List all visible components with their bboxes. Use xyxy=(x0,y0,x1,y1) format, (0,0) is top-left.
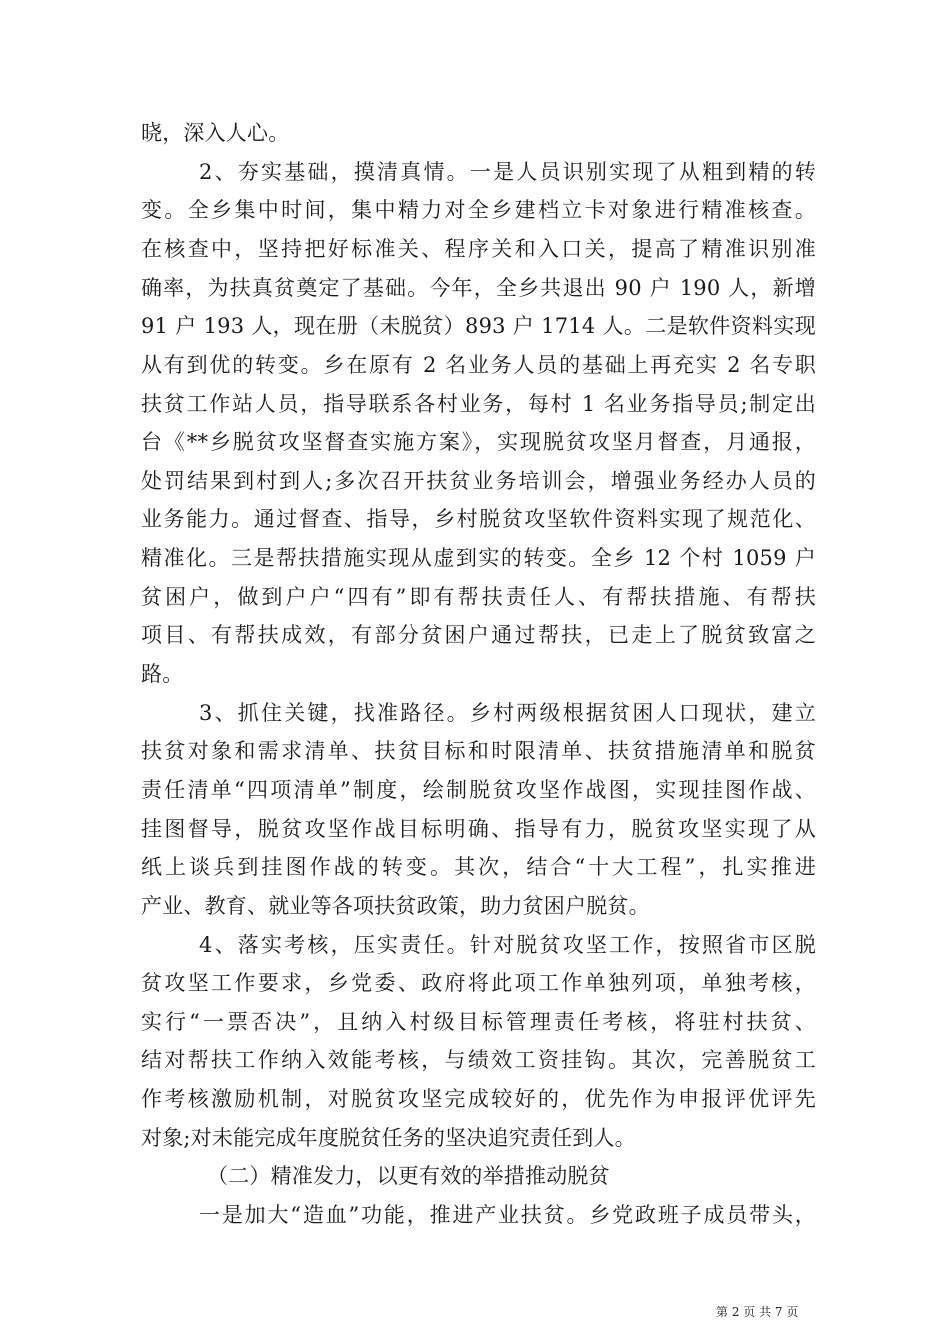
section-heading: （二）精准发力，以更有效的举措推动脱贫 xyxy=(207,1164,610,1188)
paragraph-line: 变。全乡集中时间，集中精力对全乡建档立卡对象进行精准核查。 xyxy=(141,198,816,222)
paragraph-line: 责任清单“四项清单”制度，绘制脱贫攻坚作战图，实现挂图作战、 xyxy=(141,778,816,802)
paragraph-line: 挂图督导，脱贫攻坚作战目标明确、指导有力，脱贫攻坚实现了从 xyxy=(141,817,816,841)
paragraph-line: 路。 xyxy=(141,662,184,686)
paragraph-line: 一是加大“造血”功能，推进产业扶贫。乡党政班子成员带头， xyxy=(199,1203,816,1227)
paragraph-line: 结对帮扶工作纳入效能考核，与绩效工资挂钩。其次，完善脱贫工 xyxy=(141,1048,816,1072)
paragraph-line: 实行“一票否决”，且纳入村级目标管理责任考核，将驻村扶贫、 xyxy=(141,1010,816,1034)
paragraph-line: 贫攻坚工作要求，乡党委、政府将此项工作单独列项，单独考核， xyxy=(141,971,816,995)
page-indicator: 第 2 页 共 7 页 xyxy=(716,1305,799,1319)
paragraph-line: 3、抓住关键，找准路径。乡村两级根据贫困人口现状，建立 xyxy=(199,701,816,725)
paragraph-line: 对象;对未能完成年度脱贫任务的坚决追究责任到人。 xyxy=(141,1126,636,1150)
paragraph-line: 2、夯实基础，摸清真情。一是人员识别实现了从粗到精的转 xyxy=(199,160,816,184)
paragraph-line: 贫困户，做到户户“四有”即有帮扶责任人、有帮扶措施、有帮扶 xyxy=(141,585,816,609)
paragraph-line: 确率，为扶真贫奠定了基础。今年，全乡共退出 90 户 190 人，新增 xyxy=(141,276,816,300)
paragraph-line: 在核查中，坚持把好标准关、程序关和入口关，提高了精准识别准 xyxy=(141,237,816,261)
paragraph-line: 晓，深入人心。 xyxy=(141,121,290,145)
paragraph-line: 台《**乡脱贫攻坚督查实施方案》，实现脱贫攻坚月督查，月通报， xyxy=(141,430,816,454)
paragraph-line: 处罚结果到村到人;多次召开扶贫业务培训会，增强业务经办人员的 xyxy=(141,469,816,493)
paragraph-line: 91 户 193 人，现在册（未脱贫）893 户 1714 人。二是软件资料实现 xyxy=(141,314,816,338)
paragraph-line: 扶贫对象和需求清单、扶贫目标和时限清单、扶贫措施清单和脱贫 xyxy=(141,739,816,763)
paragraph-line: 精准化。三是帮扶措施实现从虚到实的转变。全乡 12 个村 1059 户 xyxy=(141,546,816,570)
paragraph-line: 从有到优的转变。乡在原有 2 名业务人员的基础上再充实 2 名专职 xyxy=(141,353,816,377)
paragraph-line: 4、落实考核，压实责任。针对脱贫攻坚工作，按照省市区脱 xyxy=(199,933,816,957)
paragraph-line: 纸上谈兵到挂图作战的转变。其次，结合“十大工程”，扎实推进 xyxy=(141,855,816,879)
paragraph-line: 产业、教育、就业等各项扶贫政策，助力贫困户脱贫。 xyxy=(141,894,650,918)
paragraph-line: 项目、有帮扶成效，有部分贫困户通过帮扶，已走上了脱贫致富之 xyxy=(141,623,816,647)
paragraph-line: 作考核激励机制，对脱贫攻坚完成较好的，优先作为申报评优评先 xyxy=(141,1087,816,1111)
paragraph-line: 扶贫工作站人员，指导联系各村业务，每村 1 名业务指导员;制定出 xyxy=(141,392,816,416)
paragraph-line: 业务能力。通过督查、指导，乡村脱贫攻坚软件资料实现了规范化、 xyxy=(141,507,816,531)
